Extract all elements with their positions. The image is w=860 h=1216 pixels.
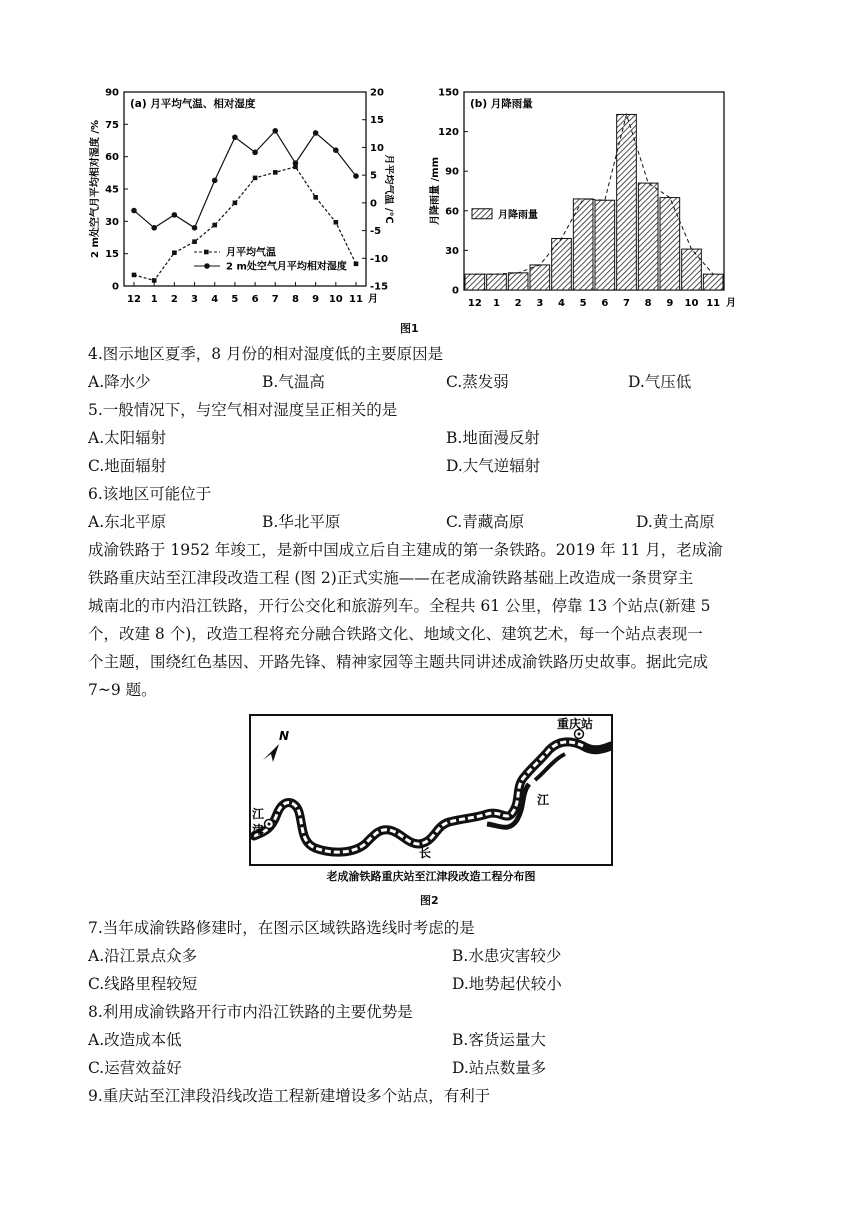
- question-4-option-b: B.气温高: [262, 373, 325, 391]
- passage-line-5: 个主题，围绕红色基因、开路先锋、精神家园等主题共同讲述成渝铁路历史故事。据此完成: [88, 653, 709, 671]
- chart-a-left-axis-label: 2 m处空气月平均相对湿度 /%: [90, 119, 101, 259]
- chongqing-station-label: 重庆站: [557, 717, 594, 731]
- map-title: 老成渝铁路重庆站至江津段改造工程分布图: [326, 870, 536, 883]
- north-label: N: [279, 729, 290, 743]
- rainfall-bar: [573, 199, 593, 290]
- chart-b-title: (b) 月降雨量: [470, 98, 533, 110]
- chart-a-x-tick-label: 9: [312, 294, 320, 305]
- passage-line-6: 7~9 题。: [88, 681, 157, 699]
- temperature-point: [313, 195, 318, 200]
- passage-line-1: 成渝铁路于 1952 年竣工，是新中国成立后自主建成的第一条铁路。2019 年 11 月，老成渝: [88, 541, 723, 559]
- question-6-option-a: A.东北平原: [88, 513, 167, 531]
- question-6-option-c: C.青藏高原: [446, 513, 525, 531]
- chart-b-x-tick-label: 1: [493, 298, 500, 309]
- chart-b-x-tick-label: 4: [558, 298, 565, 309]
- chart-b-month-suffix: 月: [726, 298, 736, 309]
- question-7-option-a: A.沿江景点众多: [88, 947, 198, 965]
- question-7-option-c: C.线路里程较短: [88, 975, 198, 993]
- chart-b: [428, 84, 738, 316]
- question-6-option-b: B.华北平原: [262, 513, 341, 531]
- question-5-option-d: D.大气逆辐射: [446, 457, 541, 475]
- chart-b-y-tick-label: 90: [445, 166, 459, 178]
- chart-a-left-tick-label: 45: [105, 184, 119, 196]
- question-8-option-b: B.客货运量大: [452, 1031, 546, 1049]
- chart-b-y-tick-label: 30: [445, 245, 459, 257]
- question-8-option-d: D.站点数量多: [452, 1059, 547, 1077]
- chart-a-x-tick-label: 11: [349, 294, 363, 305]
- chart-b-y-tick-label: 60: [445, 206, 459, 218]
- temperature-point: [212, 223, 217, 228]
- chart-a-x-tick-label: 12: [127, 294, 141, 305]
- chart-a-x-tick-label: 10: [328, 294, 343, 305]
- chart-a-right-tick-label: 20: [370, 87, 384, 99]
- question-7-stem: 7.当年成渝铁路修建时，在图示区域铁路选线时考虑的是: [88, 919, 475, 937]
- chart-a-right-tick-label: 5: [370, 170, 377, 182]
- rainfall-bar: [508, 273, 528, 290]
- chart-a-right-tick-label: 15: [370, 115, 384, 127]
- chart-b-x-tick-label: 7: [623, 298, 630, 309]
- question-8-stem: 8.利用成渝铁路开行市内沿江铁路的主要优势是: [88, 1003, 413, 1021]
- chart-a-x-tick-label: 4: [211, 294, 219, 305]
- humidity-point: [232, 134, 238, 140]
- chart-a-x-tick-label: 3: [191, 294, 199, 305]
- temperature-point: [132, 273, 137, 278]
- rainfall-bar: [682, 249, 702, 290]
- humidity-line: [134, 131, 356, 228]
- temperature-point: [172, 250, 177, 255]
- temperature-point: [192, 239, 197, 244]
- legend-humidity-label: 2 m处空气月平均相对湿度: [226, 261, 347, 273]
- passage-line-4: 个，改建 8 个)，改造工程将充分融合铁路文化、地域文化、建筑艺术，每一个站点表现一: [88, 625, 703, 643]
- humidity-point: [192, 225, 198, 231]
- rainfall-bar: [595, 200, 615, 290]
- passage-line-2: 铁路重庆站至江津段改造工程 (图 2)正式实施——在老成渝铁路基础上改造成一条贯穿主: [88, 569, 694, 587]
- temperature-point: [152, 278, 157, 283]
- chart-a-right-tick-label: -5: [370, 226, 382, 238]
- humidity-point: [252, 150, 258, 156]
- jiangjin-label-2: 津: [252, 823, 265, 837]
- chart-a-right-tick-label: 0: [370, 198, 377, 210]
- legend-humidity-marker: [204, 263, 210, 269]
- chart-b-x-tick-label: 6: [601, 298, 609, 309]
- legend-temp-marker: [204, 250, 209, 255]
- question-6-option-d: D.黄土高原: [636, 513, 715, 531]
- chart-a-x-tick-label: 5: [231, 294, 239, 305]
- chart-a-right-tick-label: 10: [370, 142, 384, 154]
- rainfall-bar: [487, 274, 507, 290]
- chart-a-month-suffix: 月: [368, 294, 378, 305]
- humidity-point: [272, 128, 278, 134]
- chart-b-x-tick-label: 2: [514, 298, 522, 309]
- chart-a-right-tick-label: -15: [370, 281, 389, 293]
- chart-a: [84, 84, 394, 316]
- chart-a-left-tick-label: 60: [105, 152, 119, 164]
- question-5-option-c: C.地面辐射: [88, 457, 167, 475]
- chart-b-y-tick-label: 120: [438, 127, 459, 139]
- humidity-point: [212, 178, 218, 184]
- chart-a-x-tick-label: 2: [170, 294, 178, 305]
- temperature-point: [253, 176, 258, 181]
- question-5-option-a: A.太阳辐射: [88, 429, 167, 447]
- question-7-option-d: D.地势起伏较小: [452, 975, 562, 993]
- chart-b-x-tick-label: 12: [467, 298, 482, 309]
- question-4-option-a: A.降水少: [88, 373, 151, 391]
- river-label-chang: 长: [419, 846, 432, 860]
- chart-b-x-tick-label: 10: [684, 298, 699, 309]
- chart-a-x-tick-label: 7: [271, 294, 279, 305]
- temperature-point: [354, 262, 359, 267]
- chart-a-title: (a) 月平均气温、相对湿度: [130, 98, 256, 110]
- chart-a-x-tick-label: 1: [150, 294, 158, 305]
- jiangjin-label-1: 江: [252, 807, 265, 821]
- chart-a-left-tick-label: 0: [112, 281, 119, 293]
- chart-b-x-tick-label: 3: [536, 298, 544, 309]
- rainfall-bar: [465, 274, 485, 290]
- rainfall-bar: [552, 239, 572, 290]
- humidity-point: [333, 147, 339, 153]
- temperature-point: [233, 201, 238, 206]
- legend-rainfall-swatch: [472, 209, 492, 219]
- humidity-point: [353, 173, 359, 179]
- chart-a-left-tick-label: 90: [105, 87, 119, 99]
- question-4-stem: 4.图示地区夏季，8 月份的相对湿度低的主要原因是: [88, 345, 444, 363]
- chart-b-axis-label: 月降雨量 /mm: [430, 157, 441, 225]
- rainfall-bar: [660, 198, 680, 290]
- chart-a-left-tick-label: 75: [105, 119, 119, 131]
- temperature-point: [334, 220, 339, 225]
- figure1-caption: 图1: [400, 322, 419, 335]
- chart-a-right-axis-label: 月平均气温 /℃: [383, 154, 394, 224]
- humidity-point: [131, 208, 137, 214]
- chart-a-x-tick-label: 8: [291, 294, 299, 305]
- railway-map: [249, 714, 613, 886]
- humidity-point: [313, 130, 319, 136]
- chart-b-y-tick-label: 150: [438, 87, 459, 99]
- figure2-caption: 图2: [420, 894, 439, 907]
- legend-temp-label: 月平均气温: [226, 247, 276, 259]
- question-5-stem: 5.一般情况下，与空气相对湿度呈正相关的是: [88, 401, 398, 419]
- legend-rainfall-label: 月降雨量: [498, 209, 538, 221]
- chart-b-x-tick-label: 11: [706, 298, 721, 309]
- question-4-option-c: C.蒸发弱: [446, 373, 509, 391]
- passage-line-3: 城南北的市内沿江铁路，开行公交化和旅游列车。全程共 61 公里，停靠 13 个站点(新建 5: [88, 597, 711, 615]
- question-8-option-a: A.改造成本低: [88, 1031, 182, 1049]
- chart-b-x-tick-label: 5: [579, 298, 587, 309]
- rainfall-bar: [617, 114, 637, 290]
- chart-b-x-tick-label: 8: [644, 298, 652, 309]
- temperature-point: [273, 170, 278, 175]
- chart-b-x-tick-label: 9: [666, 298, 674, 309]
- question-9-stem: 9.重庆站至江津段沿线改造工程新建增设多个站点，有利于: [88, 1087, 491, 1105]
- question-8-option-c: C.运营效益好: [88, 1059, 182, 1077]
- question-4-option-d: D.气压低: [628, 373, 692, 391]
- chart-a-left-tick-label: 15: [105, 249, 119, 261]
- chart-b-y-tick-label: 0: [452, 285, 459, 297]
- chart-a-right-tick-label: -10: [370, 253, 389, 265]
- rainfall-bar: [703, 274, 723, 290]
- question-5-option-b: B.地面漫反射: [446, 429, 540, 447]
- question-7-option-b: B.水患灾害较少: [452, 947, 562, 965]
- humidity-point: [293, 160, 299, 166]
- humidity-point: [151, 225, 157, 231]
- river-label-jiang: 江: [537, 793, 550, 807]
- chart-a-left-tick-label: 30: [105, 216, 119, 228]
- humidity-point: [172, 212, 178, 218]
- rainfall-bar: [530, 265, 550, 290]
- rainfall-bar: [638, 183, 658, 290]
- chart-a-x-tick-label: 6: [251, 294, 259, 305]
- question-6-stem: 6.该地区可能位于: [88, 485, 212, 503]
